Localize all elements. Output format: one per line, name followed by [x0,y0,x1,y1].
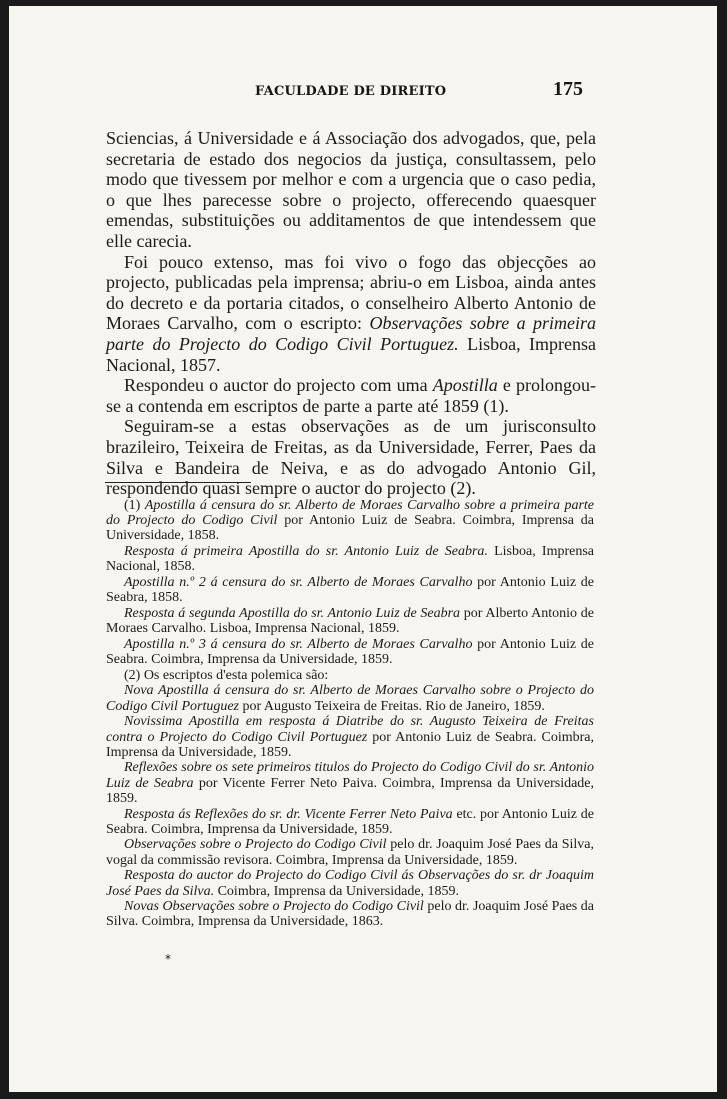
paragraph [106,128,596,252]
footnote-divider [105,482,251,483]
footnote: Resposta á primeira Apostilla do sr. Antonio Luiz de Seabra. Lisboa, Imprensa Nacional, 1858. [106,544,594,575]
main-text [106,128,596,499]
footnote: Resposta á segunda Apostilla do sr. Antonio Luiz de Seabra por Alberto Antonio de Moraes Carvalho. Lisboa, Imprensa Nacional, 1859. [106,605,594,637]
footnote: Novissima Apostilla em resposta á Diatribe do sr. Augusto Teixeira de Freitas contra o Projecto do Codigo Civil Portuguez por Antonio Luiz de Seabra. Coimbra, Imprensa da Universidade, 1859. [106,714,594,760]
footnote: Apostilla n.º 3 á censura do sr. Alberto de Moraes Carvalho por Antonio Luiz de Seabra. Coimbra, Imprensa da Universidade, 1859. [106,636,595,668]
paragraph: Foi pouco extenso, mas foi vivo o fogo das objecções ao projecto, publicadas pela imprensa; abriu-o em Lisboa, ainda antes do decreto e da portaria citados, o conselheiro Alberto Antonio de Moraes Carvalho, com o escripto: Observações sobre a primeira parte do Projecto do Codigo Civil Portuguez. Lisboa, Imprensa Nacional, 1857. [106,251,597,375]
page-number: 175 [553,78,583,100]
footnote: (1) Apostilla á censura do sr. Alberto de Moraes Carvalho sobre a primeira parte do Projecto do Codigo Civil por Antonio Luiz de Seabra. Coimbra, Imprensa da Universidade, 1858. [106,498,594,544]
footnote: Resposta do auctor do Projecto do Codigo Civil ás Observações do sr. dr Joaquim José Paes da Silva. Coimbra, Imprensa da Universidade, 1859. [106,868,594,899]
footnote: Apostilla n.º 2 á censura do sr. Alberto de Moraes Carvalho por Antonio Luiz de Seabra, 1858. [106,575,595,606]
footnote: Reflexões sobre os sete primeiros titulos do Projecto do Codigo Civil do sr. Antonio Luiz de Seabra por Vicente Ferrer Neto Paiva. Coimbra, Imprensa da Universidade, 1859. [106,760,595,806]
paragraph: Respondeu o auctor do projecto com uma Apostilla e prolongou-se a contenda em escriptos de parte a parte até 1859 (1). [106,375,596,416]
paragraph-text: Seguiram-se a estas observações as de um jurisconsulto brazileiro, Teixeira de Freitas, as da Universidade, Ferrer, Paes da Silva e Bandeira de Neiva, e as do advogado Antonio Gil, respondendo quasi sempre o auctor do projecto (2). [106,416,596,499]
italic-title: Apostilla [432,375,498,396]
paragraph [106,416,596,498]
footnote: Nova Apostilla á censura do sr. Alberto de Moraes Carvalho sobre o Projecto do Codigo Civil Portuguez por Augusto Teixeira de Freitas. Rio de Janeiro, 1859. [106,683,594,714]
italic-title: Observações sobre a primeira parte do Projecto do Codigo Civil Portuguez. [106,313,596,354]
footnote: Novas Observações sobre o Projecto do Codigo Civil pelo dr. Joaquim José Paes da Silva. Coimbra, Imprensa da Universidade, 1863. [106,899,594,930]
footnote: Resposta ás Reflexões do sr. dr. Vicente Ferrer Neto Paiva etc. por Antonio Luiz de Seabra. Coimbra, Imprensa da Universidade, 1859. [106,806,594,837]
book-page [9,6,717,1092]
footnotes [106,498,594,930]
paragraph-text: Sciencias, á Universidade e á Associação dos advogados, que, pela secretaria de estado dos negocios da justiça, consultassem, pelo modo que tivessem por melhor e com a urgencia que o caso pedia, o que lhes parecesse sobre o projecto, offerecendo quaesquer emendas, substituições ou additamentos de que intendessem que elle carecia. [106,128,596,251]
ornament-mark: * [165,952,171,966]
footnote: Observações sobre o Projecto do Codigo Civil pelo dr. Joaquim José Paes da Silva, vogal da commissão revisora. Coimbra, Imprensa da Universidade, 1859. [106,837,594,868]
footnote: (2) Os escriptos d'esta polemica são: [124,667,329,683]
running-header: FACULDADE DE DIREITO [255,84,447,99]
